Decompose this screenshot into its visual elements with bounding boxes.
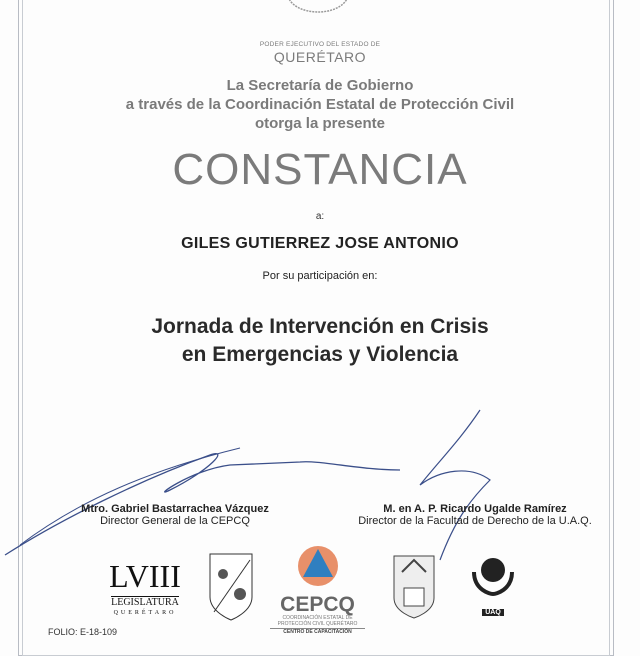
intro-line: a través de la Coordinación Estatal de Protección Civil: [125, 96, 515, 113]
intro-line: La Secretaría de Gobierno: [226, 77, 414, 94]
logo-state: QUERÉTARO: [113, 610, 177, 616]
course-line: en Emergencias y Violencia: [181, 343, 459, 366]
legislatura-logo: [105, 560, 185, 616]
to-label: a:: [315, 211, 325, 222]
state-name: QUERÉTARO: [273, 49, 367, 65]
signatory-name: Mtro. Gabriel Bastarrachea Vázquez: [81, 503, 269, 515]
signatory-1: [50, 503, 300, 527]
signatory-2: [335, 503, 615, 527]
recipient-name: GILES GUTIERREZ JOSE ANTONIO: [181, 235, 459, 252]
uaq-logo: [470, 550, 516, 619]
globe-hands-icon: [470, 550, 516, 596]
participation-label: Por su participación en:: [262, 270, 378, 282]
signatory-role: Director General de la CEPCQ: [100, 515, 250, 527]
civil-protection-icon: [296, 542, 340, 590]
logo-numeral: LVIII: [109, 558, 181, 594]
folio-number: FOLIO: E-18-109: [48, 627, 118, 637]
signatory-role: Director de la Facultad de Derecho de la U.A.Q.: [358, 515, 592, 527]
document-title: CONSTANCIA: [172, 145, 468, 194]
intro-line: otorga la presente: [254, 115, 386, 132]
signatory-name: M. en A. P. Ricardo Ugalde Ramírez: [383, 503, 567, 515]
cepcq-line: PROTECCIÓN CIVIL QUERÉTARO: [277, 621, 358, 627]
logo-name: LEGISLATURA: [111, 597, 179, 608]
university-shield-icon: [392, 552, 436, 620]
faculty-shield-icon: [208, 552, 254, 622]
cepcq-acronym: CEPCQ: [280, 593, 355, 616]
course-line: Jornada de Intervención en Crisis: [151, 315, 489, 338]
cepcq-center: CENTRO DE CAPACITACIÓN: [270, 628, 365, 635]
cepcq-logo: [270, 542, 365, 635]
uaq-label: UAQ: [482, 609, 504, 616]
cepcq-line: COORDINACIÓN ESTATAL DE: [282, 615, 353, 621]
agency-small-text: PODER EJECUTIVO DEL ESTADO DE: [259, 41, 381, 48]
